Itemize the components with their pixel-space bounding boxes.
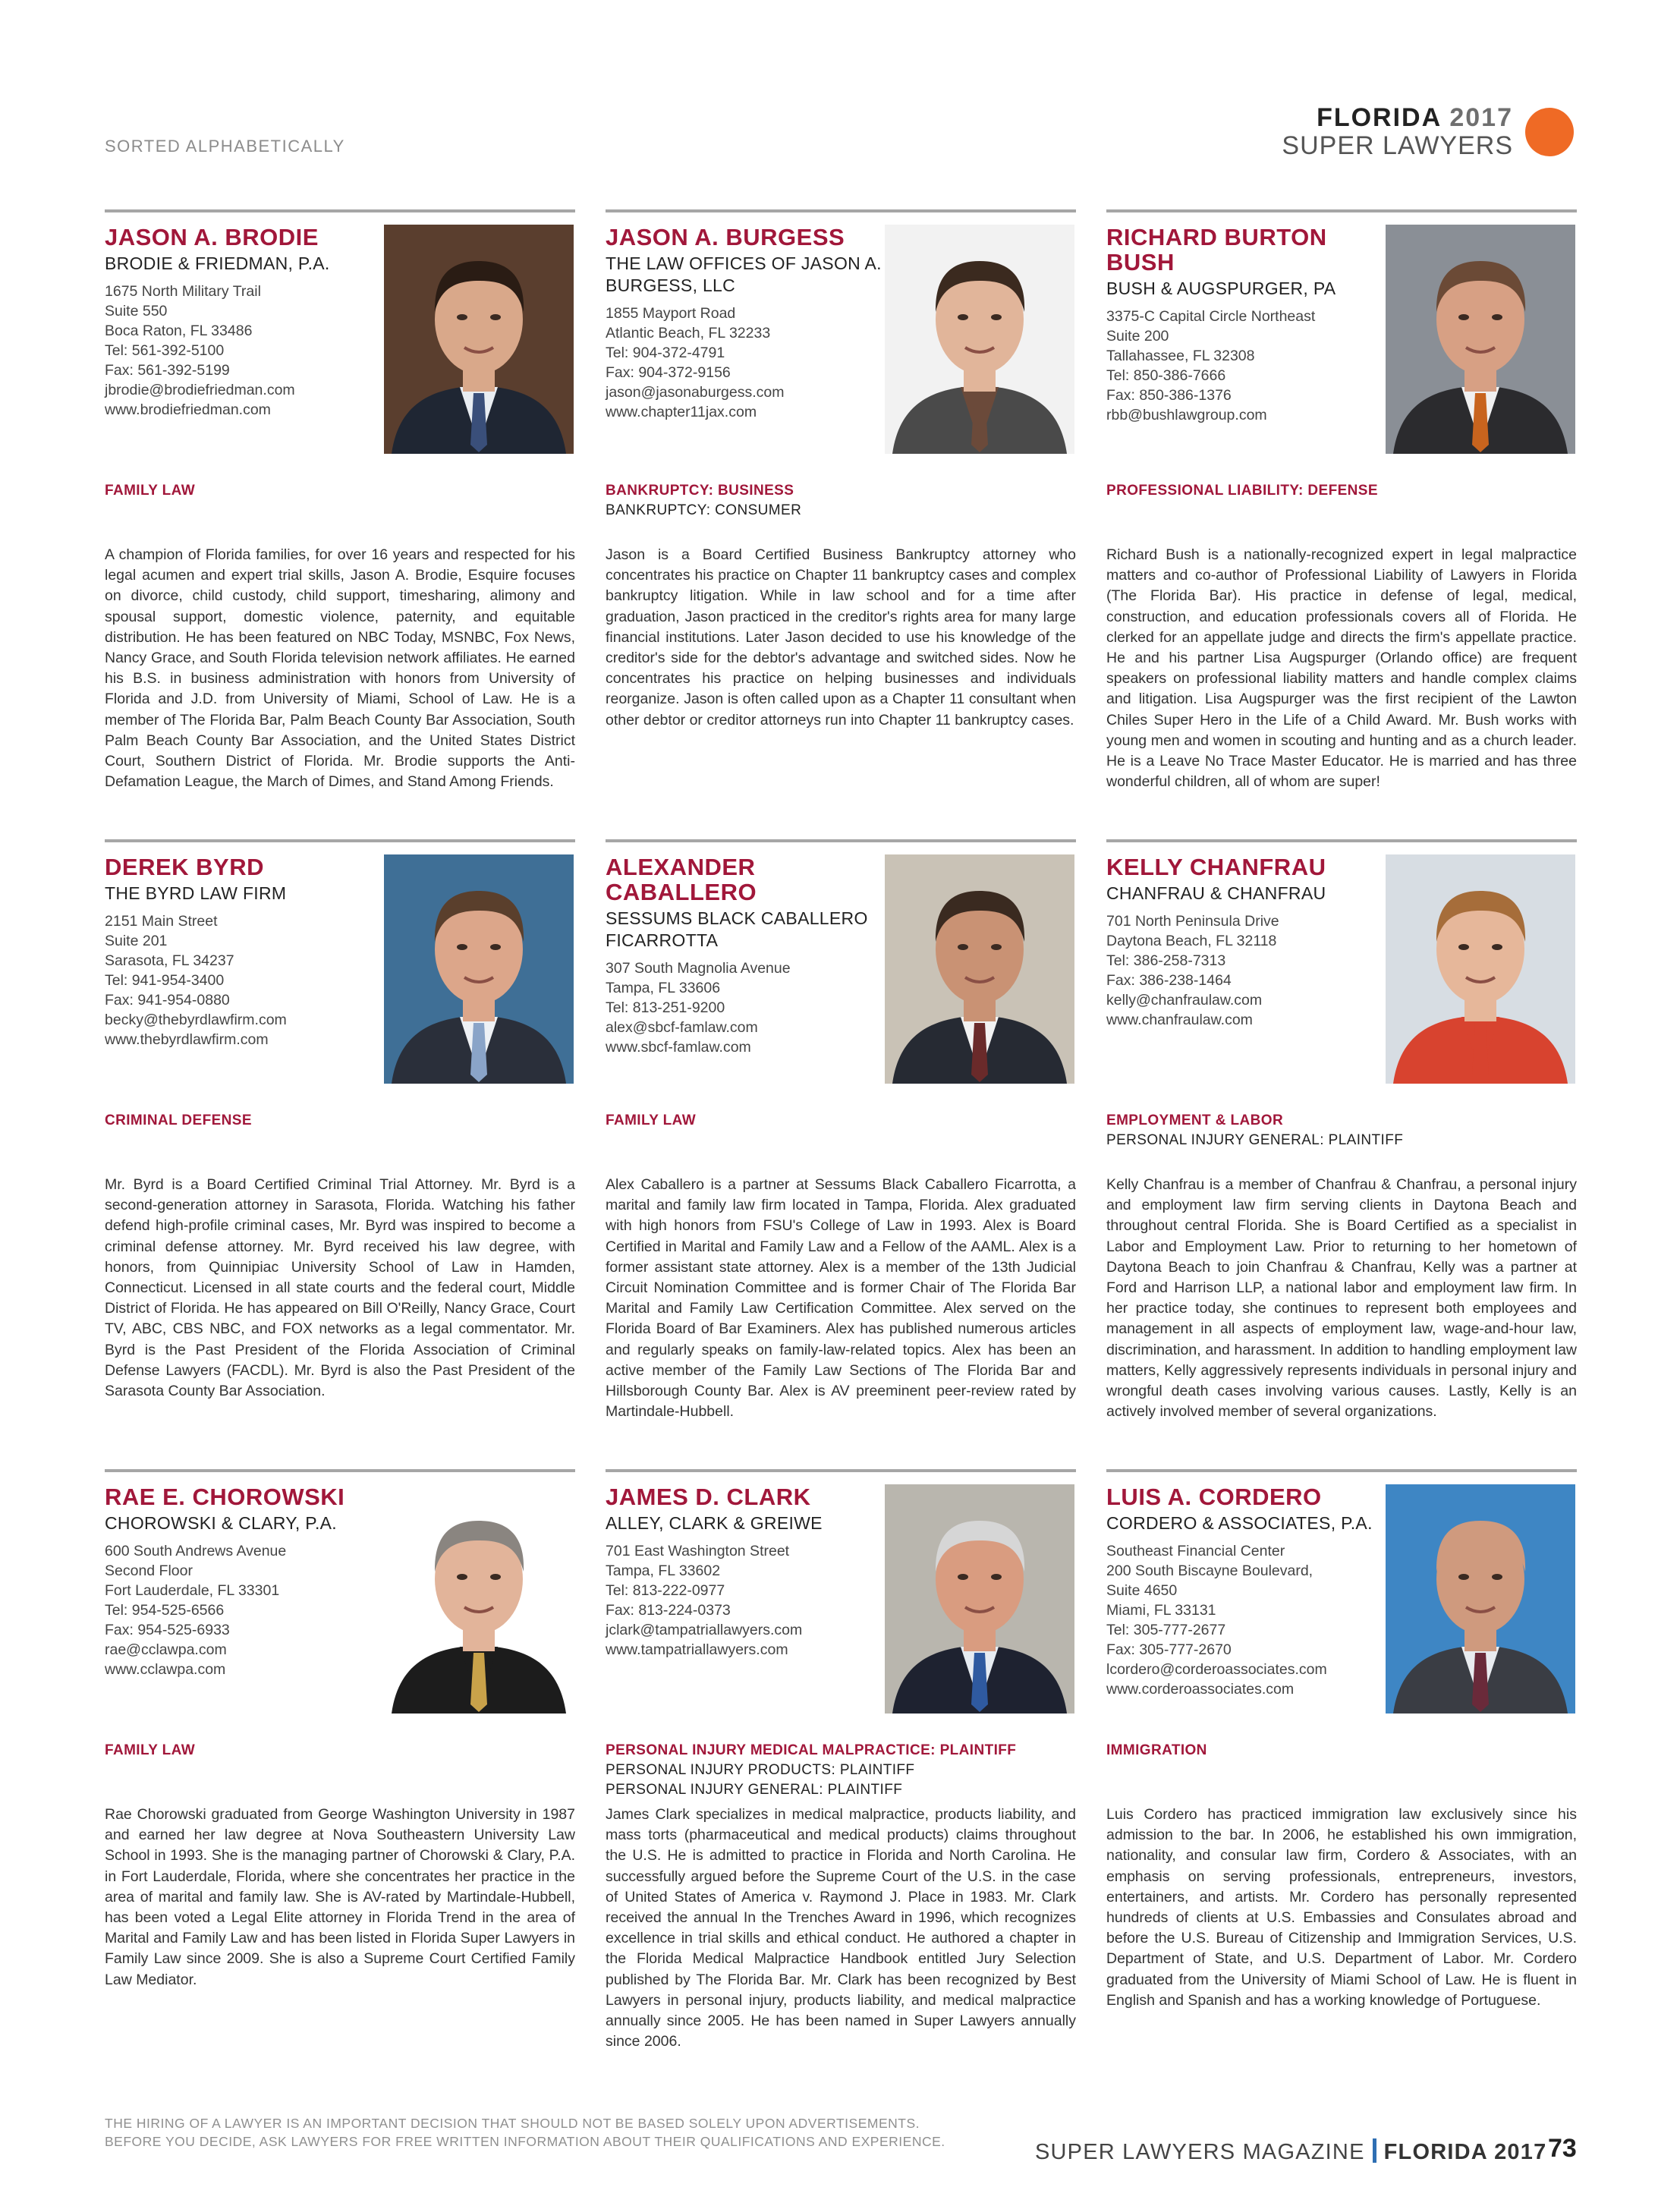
contact-line: Tel: 305-777-2677 (1106, 1622, 1226, 1638)
lawyer-photo (1386, 1484, 1575, 1714)
contact-line[interactable]: www.corderoassociates.com (1106, 1681, 1295, 1698)
disclaimer-line-1: THE HIRING OF A LAWYER IS AN IMPORTANT DECISION THAT SHOULD NOT BE BASED SOLELY UPON ADVERTISEMENTS. (105, 2116, 920, 2131)
practice-area-primary: FAMILY LAW (105, 483, 196, 499)
lawyer-contact (606, 854, 886, 1057)
lawyer-name: KELLY CHANFRAU (1106, 854, 1326, 880)
practice-area-primary: PROFESSIONAL LIABILITY: DEFENSE (1106, 483, 1378, 499)
contact-line: Atlantic Beach, FL 32233 (606, 325, 771, 341)
contact-line[interactable]: kelly@chanfraulaw.com (1106, 992, 1263, 1009)
entry-divider (105, 839, 575, 842)
contact-line: Tel: 386-258-7313 (1106, 952, 1226, 969)
practice-areas (1106, 481, 1577, 501)
lawyer-name: LUIS A. CORDERO (1106, 1484, 1322, 1510)
entry-divider (105, 209, 575, 212)
contact-line[interactable]: jason@jasonaburgess.com (606, 384, 785, 401)
contact-line: Tel: 954-525-6566 (105, 1602, 225, 1619)
brand-name: SUPER LAWYERS (1282, 131, 1513, 160)
contact-line[interactable]: becky@thebyrdlawfirm.com (105, 1012, 287, 1028)
practice-area-primary: PERSONAL INJURY MEDICAL MALPRACTICE: PLAINTIFF (606, 1742, 1017, 1758)
contact-details (105, 282, 385, 420)
firm-name: SESSUMS BLACK CABALLERO FICARROTTA (606, 908, 868, 950)
entry-divider (606, 209, 1076, 212)
firm-name: BUSH & AUGSPURGER, PA (1106, 279, 1336, 298)
entry-divider (1106, 1469, 1577, 1472)
lawyer-bio: Alex Caballero is a partner at Sessums Black Caballero Ficarrotta, a marital and family law firm located in Tampa, Florida. Alex graduated with high honors from FSU's College of Law in 1993. Alex is Board Certified in Marital and Family Law and a Fellow of the AAML. Alex is a former assistant state attorney. Alex is a member of the 13th Judicial Circuit Nomination Committee and is former Chair of The Florida Bar Marital and Family Law Certification Committee. Alex served on the Florida Board of Bar Examiners. Alex has published numerous articles and regularly speaks on family-law-related topics. Alex has been an active member of the Family Law Sections of The Florida Bar and Hillsborough County Bar. Alex is AV preeminent peer-review rated by Martindale-Hubbell. (606, 1176, 1076, 1421)
contact-line: Sarasota, FL 34237 (105, 952, 234, 969)
portrait-svg (1386, 225, 1575, 454)
lawyer-photo (384, 854, 574, 1084)
contact-line[interactable]: alex@sbcf-famlaw.com (606, 1019, 758, 1036)
lawyer-bio: Mr. Byrd is a Board Certified Criminal Trial Attorney. Mr. Byrd is a second-generation attorney in Sarasota, Florida. Watching his father defend high-profile criminal cases, Mr. Byrd was inspired to become a criminal defense attorney. Mr. Byrd received his law degree, with honors, from Quinnipiac University School of Law in Hamden, Connecticut. Licensed in all state courts and the federal court, Middle District of Florida. He has appeared on Bill O'Reilly, Nancy Grace, Court TV, ABC, CBS NBC, and FOX networks as a legal commentator. Mr. Byrd is the Past President of the Florida Association of Criminal Defense Lawyers (FACDL). Mr. Byrd is also the Past President of the Sarasota County Bar Association. (105, 1176, 575, 1400)
portrait-svg (1386, 1484, 1575, 1714)
contact-line: Fax: 941-954-0880 (105, 992, 230, 1009)
firm-name: ALLEY, CLARK & GREIWE (606, 1513, 823, 1533)
contact-details (606, 304, 886, 422)
contact-line: 701 East Washington Street (606, 1543, 790, 1559)
firm-name: CHANFRAU & CHANFRAU (1106, 883, 1326, 903)
entry-divider (606, 1469, 1076, 1472)
contact-line: 3375-C Capital Circle Northeast (1106, 308, 1316, 325)
contact-details (606, 958, 886, 1057)
lawyer-bio: Luis Cordero has practiced immigration law exclusively since his admission to the bar. In 2006, he established his own immigration, nationality, and consular law firm, Cordero & Associates, with an emphasis on serving professionals, entrepreneurs, investors, entertainers, and artists. Mr. Cordero has personally represented hundreds of clients at U.S. Embassies and Consulates abroad and before the U.S. Bureau of Citizenship and Immigration Services, U.S. Department of State, and U.S. Department of Labor. Mr. Cordero graduated from the University of Miami School of Law. He is fluent in English and Spanish and has a working knowledge of Portuguese. (1106, 1806, 1577, 2009)
page-number: 73 (1548, 2134, 1577, 2163)
contact-line: 1855 Mayport Road (606, 305, 736, 322)
brand-state: FLORIDA (1317, 103, 1441, 132)
contact-line: Second Floor (105, 1562, 193, 1579)
brand-year: 2017 (1449, 103, 1513, 132)
contact-line: Suite 201 (105, 933, 168, 949)
contact-line: Miami, FL 33131 (1106, 1602, 1216, 1619)
contact-line: Tel: 561-392-5100 (105, 342, 225, 359)
brand-logo-dot (1525, 108, 1574, 156)
contact-line[interactable]: www.thebyrdlawfirm.com (105, 1031, 269, 1048)
contact-line: Fax: 904-372-9156 (606, 364, 731, 381)
contact-line: Tallahassee, FL 32308 (1106, 348, 1255, 364)
contact-line: Tel: 904-372-4791 (606, 345, 725, 361)
practice-area-primary: FAMILY LAW (606, 1112, 697, 1128)
lawyer-photo (885, 1484, 1074, 1714)
firm-name: BRODIE & FRIEDMAN, P.A. (105, 253, 330, 273)
contact-line: Fax: 561-392-5199 (105, 362, 230, 379)
practice-area-primary: FAMILY LAW (105, 1742, 196, 1758)
brand-block (1282, 103, 1513, 161)
disclaimer-line-2: BEFORE YOU DECIDE, ASK LAWYERS FOR FREE WRITTEN INFORMATION ABOUT THEIR QUALIFICATIONS AND EXPERIENCE. (105, 2134, 945, 2149)
contact-line[interactable]: rbb@bushlawgroup.com (1106, 407, 1267, 423)
entry-divider (105, 1469, 575, 1472)
contact-line: Suite 550 (105, 303, 168, 319)
lawyer-contact (606, 225, 886, 422)
firm-name: CORDERO & ASSOCIATES, P.A. (1106, 1513, 1373, 1533)
contact-line: Tel: 850-386-7666 (1106, 367, 1226, 384)
lawyer-photo (384, 225, 574, 454)
practice-area-primary: CRIMINAL DEFENSE (105, 1112, 252, 1128)
firm-name: CHOROWSKI & CLARY, P.A. (105, 1513, 338, 1533)
firm-name: THE LAW OFFICES OF JASON A. BURGESS, LLC (606, 253, 882, 295)
entry-divider (1106, 209, 1577, 212)
contact-line: 1675 North Military Trail (105, 283, 261, 300)
lawyer-name: RICHARD BURTON BUSH (1106, 224, 1327, 275)
contact-line: Suite 4650 (1106, 1582, 1178, 1599)
lawyer-bio: Richard Bush is a nationally-recognized expert in legal malpractice matters and co-author of Professional Liability of Lawyers in Florida (The Florida Bar). His practice in defense of legal, medical, construction, and education professionals covers all of Florida. He clerked for an appellate judge and directs the firm's appellate practice. He and his partner Lisa Augspurger (Orlando office) are frequent speakers on professional liability matters and handle complex claims and litigation. Lisa Augspurger was the first recipient of the Lawton Chiles Super Hero in the Life of a Child Award. Mr. Bush works with young men and women in scouting and hunting and as a church leader. He is a Leave No Trace Master Educator. He is married and has three wonderful children, all of whom are super! (1106, 546, 1577, 791)
lawyer-name: ALEXANDER CABALLERO (606, 854, 757, 905)
contact-line[interactable]: lcordero@corderoassociates.com (1106, 1661, 1327, 1678)
contact-line[interactable]: www.chapter11jax.com (606, 404, 757, 420)
lawyer-bio: A champion of Florida families, for over 16 years and respected for his legal acumen and expert trial skills, Jason A. Brodie, Esquire focuses on divorce, child custody, child support, timesharing, alimony and spousal support, domestic violence, paternity, and equitable distribution. He has been featured on NBC Today, MSNBC, Fox News, Nancy Grace, and South Florida television network affiliates. He earned his B.S. in business administration with honors from University of Florida and J.D. from University of Miami, School of Law. He is a member of The Florida Bar, Palm Beach County Bar Association, South Palm Beach County Bar Association, and the United States District Court, Southern District of Florida. Mr. Brodie supports the Anti-Defamation League, the March of Dimes, and Stand Among Friends. (105, 546, 575, 791)
lawyer-name: RAE E. CHOROWSKI (105, 1484, 345, 1510)
contact-line: Southeast Financial Center (1106, 1543, 1285, 1559)
contact-line: 701 North Peninsula Drive (1106, 913, 1279, 930)
practice-area-secondary: PERSONAL INJURY PRODUCTS: PLAINTIFF (606, 1762, 915, 1778)
contact-details (105, 911, 385, 1050)
lawyer-photo (1386, 854, 1575, 1084)
contact-line: 200 South Biscayne Boulevard, (1106, 1562, 1313, 1579)
lawyer-contact (105, 225, 385, 420)
contact-line[interactable]: www.tampatriallawyers.com (606, 1641, 788, 1658)
lawyer-photo (1386, 225, 1575, 454)
practice-area-primary: BANKRUPTCY: BUSINESS (606, 483, 794, 499)
contact-details (1106, 911, 1387, 1030)
lawyer-photo (384, 1484, 574, 1714)
lawyer-photo (885, 225, 1074, 454)
lawyer-name: DEREK BYRD (105, 854, 264, 880)
lawyer-bio: Jason is a Board Certified Business Bankruptcy attorney who concentrates his practice on Chapter 11 bankruptcy cases and complex bankruptcy litigation. While in law school and for a time after graduation, Jason practiced in the creditor's rights area for many large financial institutions. Later Jason decided to use his knowledge of the creditor's side for the debtor's advantage and switched sides. Now he concentrates his practice on helping businesses and individuals reorganize. Jason is often called upon as a Chapter 11 consultant when other debtor or creditor attorneys run into Chapter 11 bankruptcy cases. (606, 546, 1076, 729)
contact-line: Suite 200 (1106, 328, 1169, 345)
lawyer-contact (606, 1484, 886, 1660)
lawyer-name: JASON A. BURGESS (606, 224, 845, 250)
sorted-label: SORTED ALPHABETICALLY (105, 137, 345, 156)
practice-areas (105, 481, 575, 501)
contact-line: 600 South Andrews Avenue (105, 1543, 287, 1559)
practice-areas (105, 1111, 575, 1131)
portrait-svg (1386, 854, 1575, 1084)
practice-area-primary: IMMIGRATION (1106, 1742, 1207, 1758)
contact-line: Tel: 813-251-9200 (606, 999, 725, 1016)
contact-line: Tel: 813-222-0977 (606, 1582, 725, 1599)
contact-line: 307 South Magnolia Avenue (606, 960, 791, 977)
contact-line: Tampa, FL 33606 (606, 980, 721, 996)
practice-areas (105, 1741, 575, 1761)
footer-magazine (1035, 2138, 1546, 2165)
contact-line: Boca Raton, FL 33486 (105, 323, 253, 339)
contact-line[interactable]: jbrodie@brodiefriedman.com (105, 382, 295, 398)
practice-areas (1106, 1741, 1577, 1761)
practice-area-primary: EMPLOYMENT & LABOR (1106, 1112, 1284, 1128)
contact-line: Tampa, FL 33602 (606, 1562, 721, 1579)
portrait-svg (885, 1484, 1074, 1714)
contact-line[interactable]: www.cclawpa.com (105, 1661, 226, 1678)
contact-line[interactable]: www.sbcf-famlaw.com (606, 1039, 751, 1056)
contact-details (105, 1541, 385, 1679)
footer-separator (1373, 2138, 1376, 2163)
lawyer-bio: James Clark specializes in medical malpractice, products liability, and mass torts (pharmaceutical and medical products) claims throughout the U.S. He is admitted to practice in Florida and North Carolina. He successfully argued before the Supreme Court of the U.S. in the case of United States of America v. Raymond J. Place in 1983. Mr. Clark received the annual In the Trenches Award in 1996, which recognizes excellence in trial skills and ethical conduct. He authored a chapter in the Florida Medical Malpractice Handbook entitled Jury Selection published by The Florida Bar. Mr. Clark has been recognized by Best Lawyers in personal injury, products liability, and medical malpractice annually since 2005. He has been named in Super Lawyers annually since 2006. (606, 1806, 1076, 2050)
contact-line[interactable]: www.brodiefriedman.com (105, 401, 271, 418)
lawyer-name: JAMES D. CLARK (606, 1484, 811, 1510)
disclaimer (105, 2114, 945, 2151)
practice-areas (606, 481, 1076, 521)
contact-details (606, 1541, 886, 1660)
contact-details (1106, 1541, 1387, 1699)
practice-areas (606, 1741, 1076, 1800)
contact-line[interactable]: jclark@tampatriallawyers.com (606, 1622, 803, 1638)
contact-line: Fax: 850-386-1376 (1106, 387, 1232, 404)
contact-line: Fax: 954-525-6933 (105, 1622, 230, 1638)
portrait-svg (384, 1484, 574, 1714)
lawyer-bio: Rae Chorowski graduated from George Washington University in 1987 and earned her law degree at Nova Southeastern University Law School in 1993. She is the managing partner of Chorowski & Clary, P.A. in Fort Lauderdale, Florida, where she concentrates her practice in the area of marital and family law. She is AV-rated by Martindale-Hubbell, has been voted a Legal Elite attorney in Florida Trend in the area of Marital and Family Law and has been listed in Florida Super Lawyers in Family Law since 2009. She is also a Supreme Court Certified Family Law Mediator. (105, 1806, 575, 1988)
practice-area-secondary: BANKRUPTCY: CONSUMER (606, 502, 802, 518)
practice-area-secondary: PERSONAL INJURY GENERAL: PLAINTIFF (1106, 1132, 1404, 1148)
portrait-svg (885, 225, 1074, 454)
lawyer-contact (105, 1484, 385, 1679)
lawyer-name: JASON A. BRODIE (105, 224, 319, 250)
footer-state: FLORIDA 2017 (1383, 2140, 1547, 2164)
contact-line: Fort Lauderdale, FL 33301 (105, 1582, 280, 1599)
practice-area-tertiary: PERSONAL INJURY GENERAL: PLAINTIFF (606, 1782, 903, 1798)
contact-line: Daytona Beach, FL 32118 (1106, 933, 1277, 949)
lawyer-bio: Kelly Chanfrau is a member of Chanfrau & Chanfrau, a personal injury and employment law firm serving clients in Daytona Beach and throughout central Florida. She is Board Certified as a specialist in Labor and Employment Law. Prior to returning to her hometown of Daytona Beach to join Chanfrau & Chanfrau, Kelly was a partner at Ford and Harrison LLP, a national labor and employment law firm. In her practice today, she continues to represent both employees and management in all aspects of employment law, wage-and-hour law, discrimination, and harassment. In addition to handling employment law matters, Kelly aggressively represents individuals in personal injury and wrongful death cases involving various causes. Lastly, Kelly is an actively involved member of several organizations. (1106, 1176, 1577, 1421)
lawyer-contact (1106, 1484, 1387, 1699)
contact-line[interactable]: www.chanfraulaw.com (1106, 1012, 1253, 1028)
entry-divider (606, 839, 1076, 842)
brand-state-year (1282, 103, 1513, 133)
portrait-svg (384, 854, 574, 1084)
footer-magazine-name: SUPER LAWYERS MAGAZINE (1035, 2140, 1365, 2164)
contact-details (1106, 307, 1387, 425)
contact-line: 2151 Main Street (105, 913, 218, 930)
contact-line: Fax: 305-777-2670 (1106, 1641, 1232, 1658)
portrait-svg (384, 225, 574, 454)
lawyer-contact (105, 854, 385, 1050)
contact-line: Fax: 813-224-0373 (606, 1602, 731, 1619)
contact-line[interactable]: rae@cclawpa.com (105, 1641, 227, 1658)
contact-line: Tel: 941-954-3400 (105, 972, 225, 989)
entry-divider (1106, 839, 1577, 842)
practice-areas (1106, 1111, 1577, 1150)
contact-line: Fax: 386-238-1464 (1106, 972, 1232, 989)
lawyer-photo (885, 854, 1074, 1084)
lawyer-contact (1106, 854, 1387, 1030)
firm-name: THE BYRD LAW FIRM (105, 883, 287, 903)
lawyer-contact (1106, 225, 1387, 425)
practice-areas (606, 1111, 1076, 1131)
portrait-svg (885, 854, 1074, 1084)
